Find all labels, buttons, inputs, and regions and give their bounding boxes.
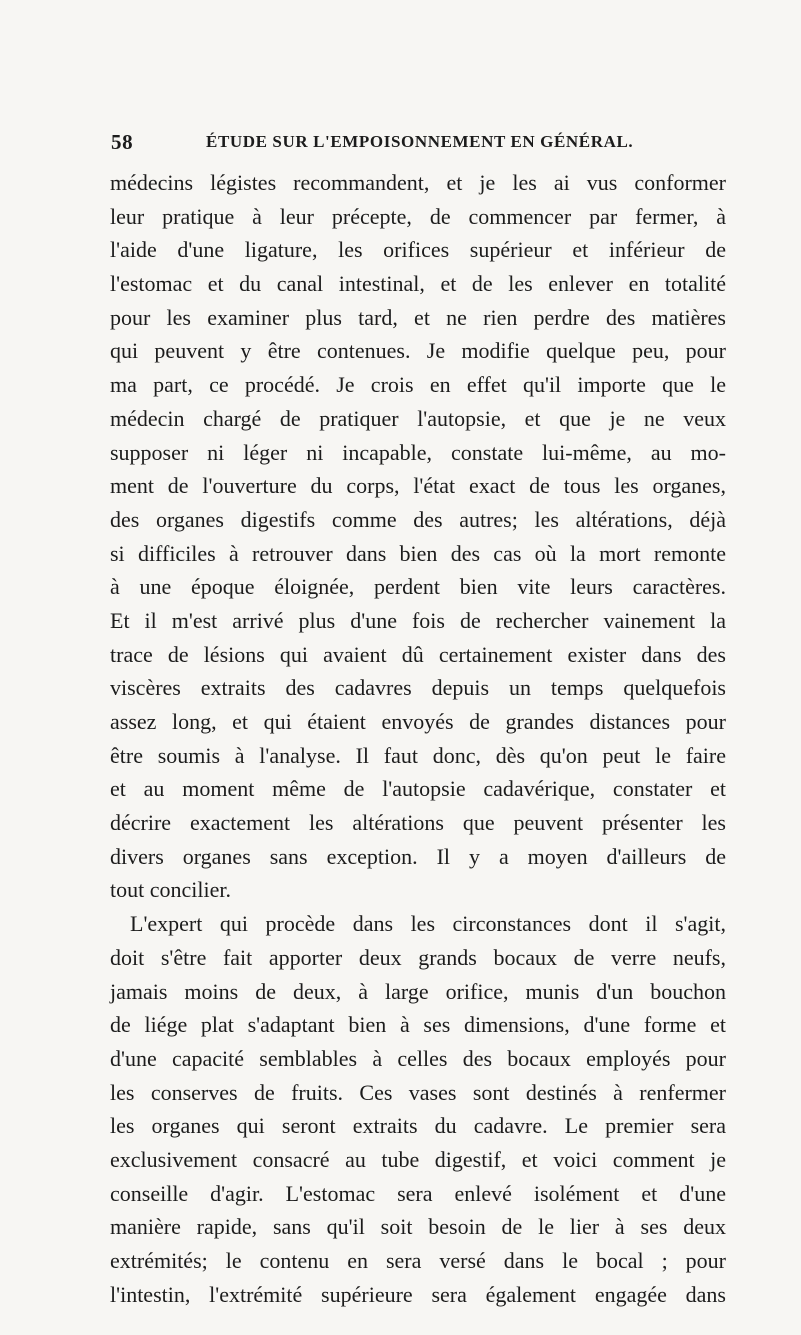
text-line: l'estomac et du canal intestinal, et de les enlever en totalité bbox=[110, 271, 726, 297]
text-line: ma part, ce procédé. Je crois en effet qu'il importe que le bbox=[110, 372, 726, 398]
text-line: les conserves de fruits. Ces vases sont destinés à renfermer bbox=[110, 1079, 726, 1105]
text-line: ment de l'ouverture du corps, l'état exact de tous les organes, bbox=[110, 473, 726, 499]
text-line: exclusivement consacré au tube digestif, et voici comment je bbox=[110, 1146, 726, 1172]
text-line: manière rapide, sans qu'il soit besoin de le lier à ses deux bbox=[110, 1214, 726, 1240]
text-line: médecins légistes recommandent, et je les ai vus conformer bbox=[110, 170, 726, 195]
text-line: assez long, et qui étaient envoyés de grandes distances pour bbox=[110, 709, 726, 734]
text-line: supposer ni léger ni incapable, constate lui-même, au mo- bbox=[110, 439, 726, 465]
text-line: Et il m'est arrivé plus d'une fois de rechercher vainement la bbox=[110, 607, 726, 633]
text-line: l'aide d'une ligature, les orifices supérieur et inférieur de bbox=[110, 237, 726, 263]
text-line: trace de lésions qui avaient dû certainement exister dans des bbox=[110, 641, 726, 667]
text-line: leur pratique à leur précepte, de commencer par fermer, à bbox=[110, 203, 726, 229]
text-line: extrémités; le contenu en sera versé dans le bocal ; pour bbox=[110, 1248, 726, 1273]
text-line: tout concilier. bbox=[110, 877, 231, 903]
running-head bbox=[111, 128, 723, 156]
text-line: d'une capacité semblables à celles des bocaux employés pour bbox=[110, 1045, 726, 1071]
text-line: l'intestin, l'extrémité supérieure sera également engagée dans bbox=[110, 1281, 726, 1307]
text-line: qui peuvent y être contenues. Je modifie quelque peu, pour bbox=[110, 338, 726, 364]
text-line: médecin chargé de pratiquer l'autopsie, et que je ne veux bbox=[110, 405, 726, 431]
text-line: divers organes sans exception. Il y a moyen d'ailleurs de bbox=[110, 843, 726, 869]
text-line: pour les examiner plus tard, et ne rien perdre des matières bbox=[110, 304, 726, 330]
paragraph bbox=[110, 907, 726, 1311]
page-number: 58 bbox=[111, 130, 134, 154]
text-line: viscères extraits des cadavres depuis un temps quelquefois bbox=[110, 675, 726, 701]
paragraph bbox=[110, 166, 726, 907]
text-line: doit s'être fait apporter deux grands bocaux de verre neufs, bbox=[110, 944, 726, 970]
text-line: des organes digestifs comme des autres; les altérations, déjà bbox=[110, 506, 726, 532]
text-line: si difficiles à retrouver dans bien des cas où la mort remonte bbox=[110, 540, 726, 566]
running-head-title: ÉTUDE SUR L'EMPOISONNEMENT EN GÉNÉRAL. bbox=[206, 132, 634, 151]
text-line: et au moment même de l'autopsie cadavérique, constater et bbox=[110, 776, 726, 802]
text-line: les organes qui seront extraits du cadavre. Le premier sera bbox=[110, 1113, 726, 1139]
text-line: conseille d'agir. L'estomac sera enlevé isolément et d'une bbox=[110, 1180, 726, 1206]
text-line: être soumis à l'analyse. Il faut donc, dès qu'on peut le faire bbox=[110, 742, 726, 768]
text-line: décrire exactement les altérations que peuvent présenter les bbox=[110, 810, 726, 836]
body-text bbox=[110, 166, 726, 1311]
text-line: à une époque éloignée, perdent bien vite leurs caractères. bbox=[110, 574, 726, 600]
text-line: de liége plat s'adaptant bien à ses dimensions, d'une forme et bbox=[110, 1012, 726, 1038]
text-line: L'expert qui procède dans les circonstances dont il s'agit, bbox=[130, 911, 726, 937]
text-line: jamais moins de deux, à large orifice, munis d'un bouchon bbox=[110, 978, 726, 1004]
